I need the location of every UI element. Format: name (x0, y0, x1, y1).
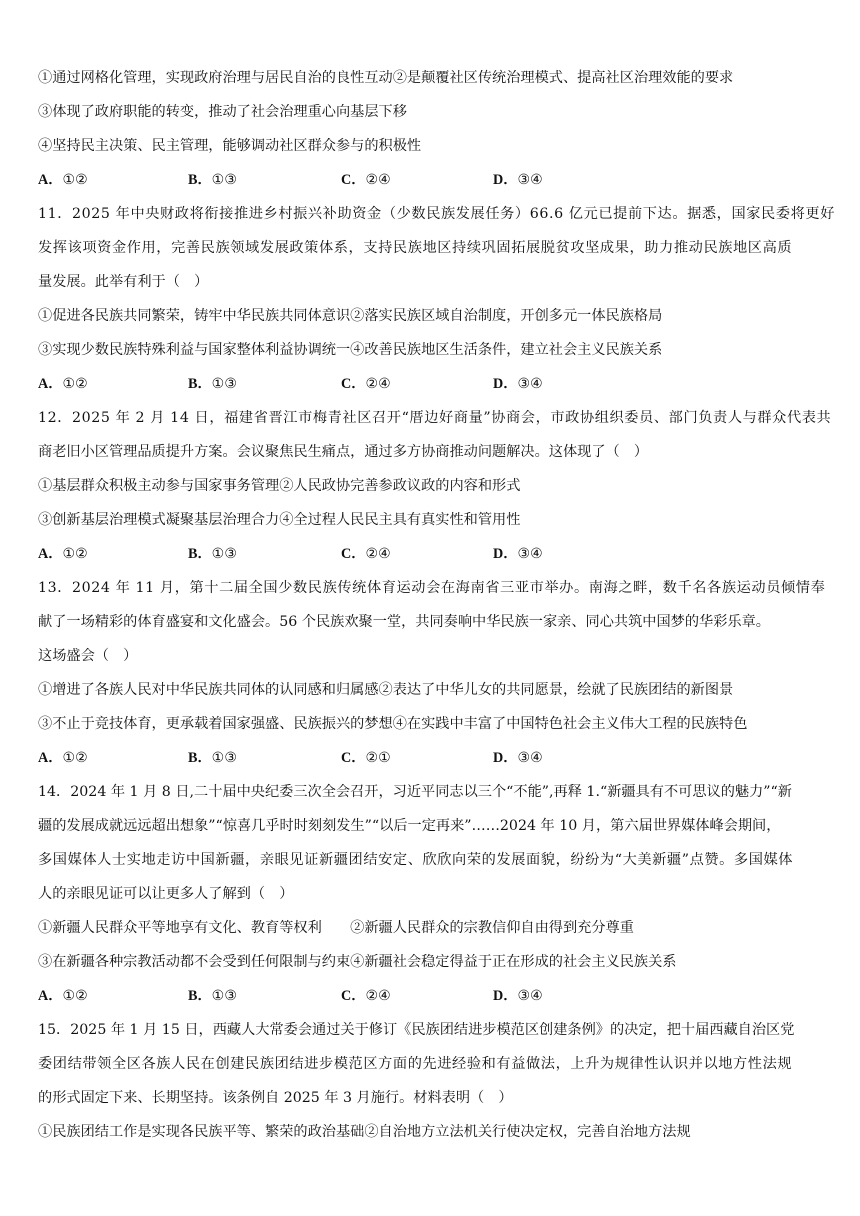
q10-choice-4: ④坚持民主决策、民主管理，能够调动社区群众参与的积极性 (38, 138, 422, 154)
q10-option-d[interactable]: D．③④ (493, 172, 543, 188)
q11-stem-line-3: 量发展。此举有利于（ ） (38, 274, 209, 290)
q12-option-a[interactable]: A．①② (38, 546, 88, 562)
q13-stem-line-1: 13．2024 年 11 月，第十二届全国少数民族传统体育运动会在海南省三亚市举办。南海之畔，数千名各族运动员倾情奉 (38, 580, 826, 596)
q14-choice-3-4: ③在新疆各种宗教活动都不会受到任何限制与约束④新疆社会稳定得益于正在形成的社会主义民族关系 (38, 954, 677, 970)
q11-option-c[interactable]: C．②④ (341, 376, 391, 392)
q15-choice-1-2: ①民族团结工作是实现各民族平等、繁荣的政治基础②自治地方立法机关行使决定权，完善自治地方法规 (38, 1124, 691, 1140)
q12-option-c[interactable]: C．②④ (341, 546, 391, 562)
q10-option-a[interactable]: A．①② (38, 172, 88, 188)
q12-stem-line-1: 12．2025 年 2 月 14 日，福建省晋江市梅青社区召开“厝边好商量”协商会，市政协组织委员、部门负责人与群众代表共 (38, 410, 832, 426)
q13-choice-1-2: ①增进了各族人民对中华民族共同体的认同感和归属感②表达了中华儿女的共同愿景，绘就了民族团结的新图景 (38, 682, 734, 698)
q15-stem-line-1: 15．2025 年 1 月 15 日，西藏人大常委会通过关于修订《民族团结进步模范区创建条例》的决定，把十届西藏自治区党 (38, 1022, 795, 1038)
q13-option-c[interactable]: C．②① (341, 750, 391, 766)
q14-stem-line-4: 人的亲眼见证可以让更多人了解到（ ） (38, 886, 294, 902)
q14-stem-line-2: 疆的发展成就远远超出想象”“惊喜几乎时时刻刻发生”“以后一定再来”……2024 年 10 月，第六届世界媒体峰会期间， (38, 818, 781, 834)
q11-stem-line-2: 发挥该项资金作用，完善民族领域发展政策体系，支持民族地区持续巩固拓展脱贫攻坚成果，助力推动民族地区高质 (38, 240, 793, 256)
q11-stem-line-1: 11．2025 年中央财政将衔接推进乡村振兴补助资金（少数民族发展任务）66.6 亿元已提前下达。据悉，国家民委将更好 (38, 206, 835, 222)
q14-option-b[interactable]: B．①③ (188, 988, 238, 1004)
q11-choice-3-4: ③实现少数民族特殊利益与国家整体利益协调统一④改善民族地区生活条件，建立社会主义民族关系 (38, 342, 663, 358)
q10-choice-3: ③体现了政府职能的转变，推动了社会治理重心向基层下移 (38, 104, 407, 120)
q11-option-a[interactable]: A．①② (38, 376, 88, 392)
q14-choice-1-2: ①新疆人民群众平等地享有文化、教育等权利 ②新疆人民群众的宗教信仰自由得到充分尊重 (38, 920, 634, 936)
q12-option-d[interactable]: D．③④ (493, 546, 543, 562)
q14-option-a[interactable]: A．①② (38, 988, 88, 1004)
q14-stem-line-1: 14．2024 年 1 月 8 日,二十届中央纪委三次全会召开，习近平同志以三个“不能”,再释 1.“新疆具有不可思议的魅力”“新 (38, 784, 792, 800)
q12-choice-3-4: ③创新基层治理模式凝聚基层治理合力④全过程人民民主具有真实性和管用性 (38, 512, 521, 528)
q12-option-b[interactable]: B．①③ (188, 546, 238, 562)
q12-choice-1-2: ①基层群众积极主动参与国家事务管理②人民政协完善参政议政的内容和形式 (38, 478, 521, 494)
q11-option-b[interactable]: B．①③ (188, 376, 238, 392)
q14-option-d[interactable]: D．③④ (493, 988, 543, 1004)
q10-choice-1-2: ①通过网格化管理，实现政府治理与居民自治的良性互动②是颠覆社区传统治理模式、提高社区治理效能的要求 (38, 70, 734, 86)
q14-stem-line-3: 多国媒体人士实地走访中国新疆，亲眼见证新疆团结安定、欣欣向荣的发展面貌，纷纷为“大美新疆”点赞。多国媒体 (38, 852, 794, 868)
q11-option-d[interactable]: D．③④ (493, 376, 543, 392)
q14-option-c[interactable]: C．②④ (341, 988, 391, 1004)
q13-option-d[interactable]: D．③④ (493, 750, 543, 766)
q10-option-c[interactable]: C．②④ (341, 172, 391, 188)
q13-option-a[interactable]: A．①② (38, 750, 88, 766)
q13-choice-3-4: ③不止于竞技体育，更承载着国家强盛、民族振兴的梦想④在实践中丰富了中国特色社会主义伟大工程的民族特色 (38, 716, 748, 732)
q10-option-b[interactable]: B．①③ (188, 172, 238, 188)
q15-stem-line-3: 的形式固定下来、长期坚持。该条例自 2025 年 3 月施行。材料表明（ ） (38, 1090, 513, 1106)
q13-stem-line-2: 献了一场精彩的体育盛宴和文化盛会。56 个民族欢聚一堂，共同奏响中华民族一家亲、同心共筑中国梦的华彩乐章。 (38, 614, 770, 630)
q11-choice-1-2: ①促进各民族共同繁荣，铸牢中华民族共同体意识②落实民族区域自治制度，开创多元一体民族格局 (38, 308, 663, 324)
q13-option-b[interactable]: B．①③ (188, 750, 238, 766)
q13-stem-line-3: 这场盛会（ ） (38, 648, 138, 664)
q15-stem-line-2: 委团结带领全区各族人民在创建民族团结进步模范区方面的先进经验和有益做法，上升为规律性认识并以地方性法规 (38, 1056, 793, 1072)
q12-stem-line-2: 商老旧小区管理品质提升方案。会议聚焦民生痛点，通过多方协商推动问题解决。这体现了（ ） (38, 444, 649, 460)
